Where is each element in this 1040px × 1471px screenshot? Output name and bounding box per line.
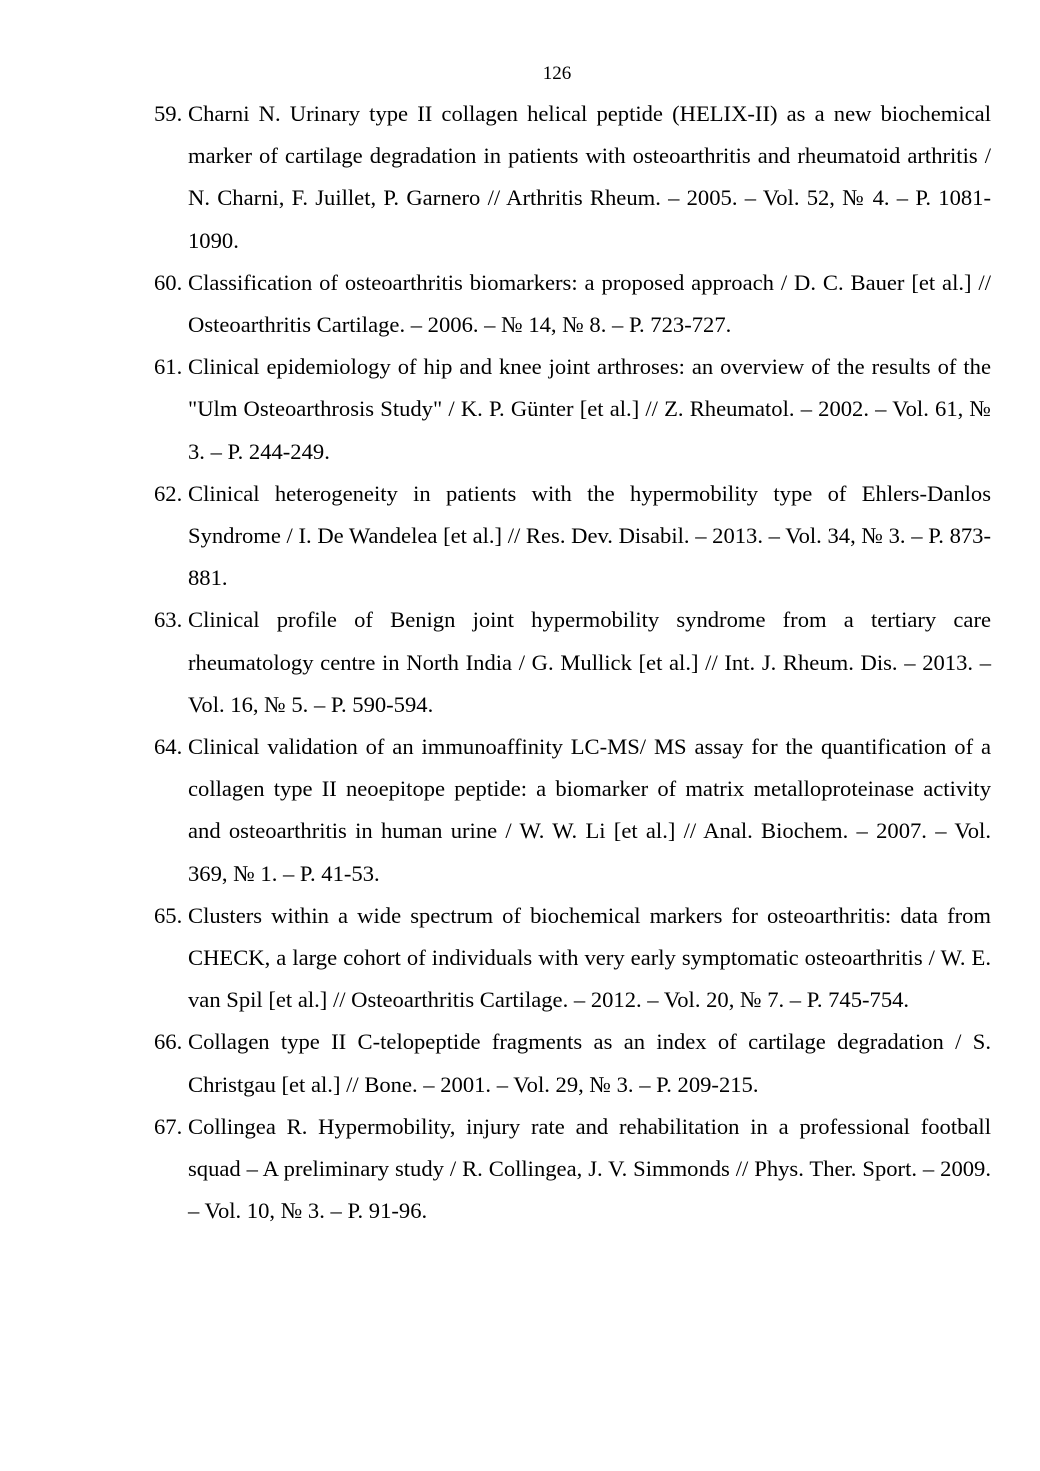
reference-text: Clusters within a wide spectrum of biochemical markers for osteoarthritis: data from CHECK, a large cohort of individuals with very early symptomatic osteoarthritis / W. E. van Spil [et al.] // Osteoarthritis Cartilage. – 2012. – Vol. 20, № 7. – P. 745-754. (188, 902, 991, 1013)
reference-number: 60. (154, 269, 183, 295)
reference-number: 61. (154, 354, 183, 380)
reference-number: 66. (154, 1029, 183, 1055)
reference-list (154, 93, 991, 1232)
reference-text: Clinical profile of Benign joint hypermobility syndrome from a tertiary care rheumatology centre in North India / G. Mullick [et al.] // Int. J. Rheum. Dis. – 2013. – Vol. 16, № 5. – P. 590-594. (188, 607, 991, 717)
reference-number: 63. (154, 607, 183, 633)
reference-item (154, 1021, 991, 1105)
reference-text: Collingea R. Hypermobility, injury rate and rehabilitation in a professional football squad – A preliminary study / R. Collingea, J. V. Simmonds // Phys. Ther. Sport. – 2009. – Vol. 10, № 3. – P. 91-96. (188, 1113, 991, 1224)
reference-item (154, 895, 991, 1022)
reference-item (154, 346, 991, 473)
reference-item (154, 93, 991, 262)
reference-text: Classification of osteoarthritis biomarkers: a proposed approach / D. C. Bauer [et al.] // Osteoarthritis Cartilage. – 2006. – № 14, № 8. – P. 723-727. (188, 269, 991, 338)
reference-item (154, 473, 991, 600)
reference-item (154, 726, 991, 895)
reference-number: 67. (154, 1113, 183, 1139)
reference-number: 62. (154, 480, 183, 506)
reference-number: 65. (154, 902, 183, 928)
reference-number: 64. (154, 734, 183, 760)
reference-item (154, 599, 991, 726)
reference-text: Clinical heterogeneity in patients with the hypermobility type of Ehlers-Danlos Syndrome / I. De Wandelea [et al.] // Res. Dev. Disabil. – 2013. – Vol. 34, № 3. – P. 873-881. (188, 480, 991, 591)
reference-text: Charni N. Urinary type II collagen helical peptide (HELIX-II) as a new biochemical marker of cartilage degradation in patients with osteoarthritis and rheumatoid arthritis / N. Charni, F. Juillet, P. Garnero // Arthritis Rheum. – 2005. – Vol. 52, № 4. – P. 1081-1090. (188, 101, 991, 253)
reference-text: Clinical epidemiology of hip and knee joint arthroses: an overview of the results of the "Ulm Osteoarthrosis Study" / K. P. Günter [et al.] // Z. Rheumatol. – 2002. – Vol. 61, № 3. – P. 244-249. (188, 354, 991, 464)
reference-item (154, 262, 991, 346)
reference-item (154, 1106, 991, 1233)
reference-text: Clinical validation of an immunoaffinity LC-MS/ MS assay for the quantification of a collagen type II neoepitope peptide: a biomarker of matrix metalloproteinase activity and osteoarthritis in human urine / W. W. Li [et al.] // Anal. Biochem. – 2007. – Vol. 369, № 1. – P. 41-53. (188, 734, 991, 886)
reference-number: 59. (154, 101, 183, 126)
reference-text: Collagen type II C-telopeptide fragments as an index of cartilage degradation / S. Christgau [et al.] // Bone. – 2001. – Vol. 29, № 3. – P. 209-215. (188, 1029, 991, 1097)
page-number: 126 (542, 63, 572, 84)
